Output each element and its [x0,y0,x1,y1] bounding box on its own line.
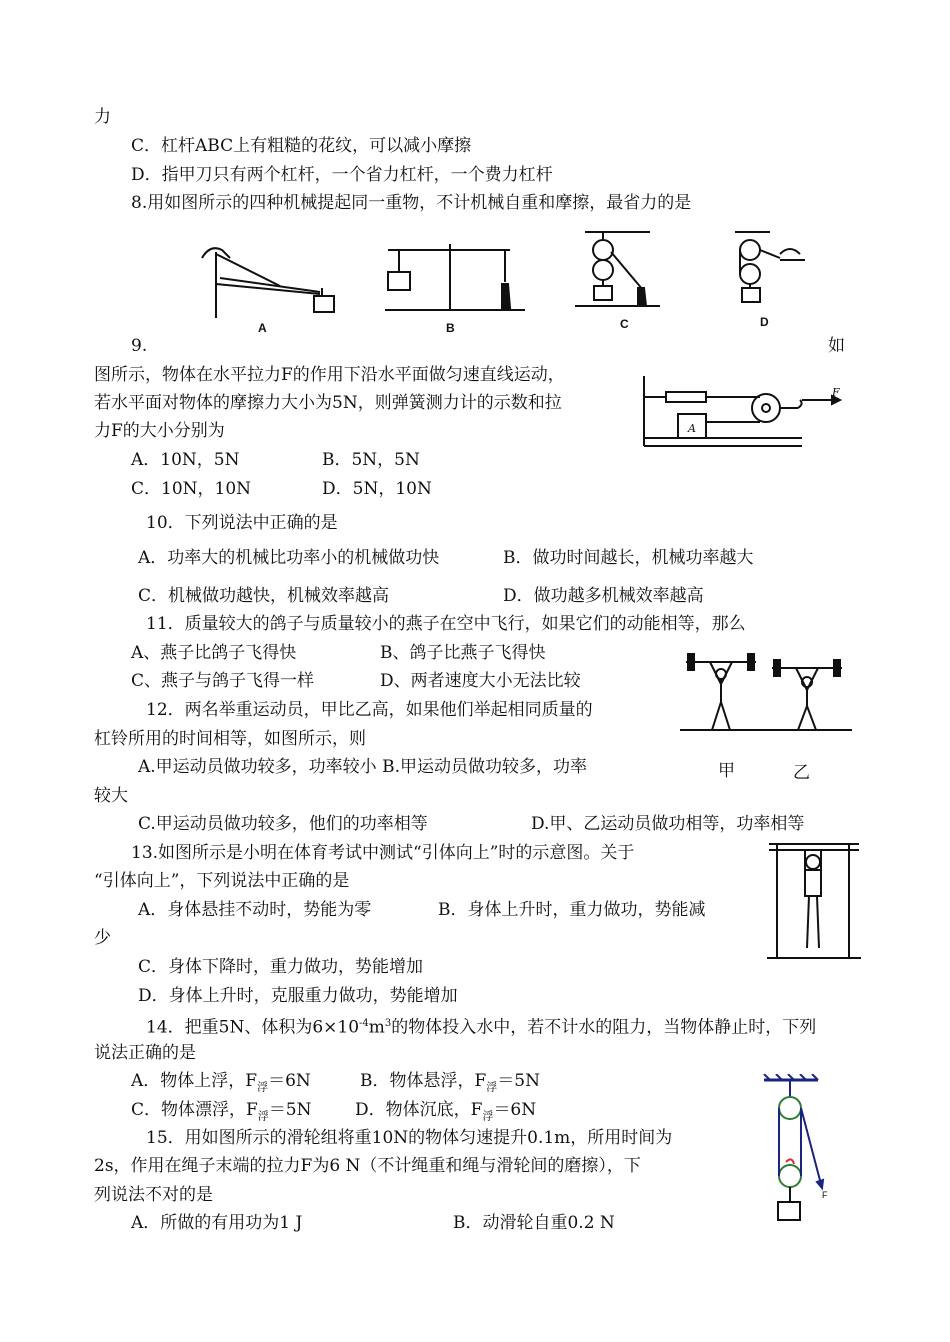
q13-pull-up-figure [765,840,865,966]
q14-unit-exponent: 3 [384,1018,392,1029]
q9-stem-line1: 图所示，物体在水平拉力F的作用下沿水平面做匀速直线运动， [94,365,565,385]
q13-option-a: A．身体悬挂不动时，势能为零 [138,900,372,920]
q10-stem: 10．下列说法中正确的是 [146,513,338,533]
q7-option-d: D．指甲刀只有两个杠杆，一个省力杠杆，一个费力杠杆 [131,165,553,185]
q12-label-jia: 甲 [718,761,735,781]
line-force: 力 [94,107,111,127]
q12-option-a-cont: 较大 [94,786,128,806]
q9-stem-line2: 若水平面对物体的摩擦力大小为5N，则弹簧测力计的示数和拉 [94,393,562,413]
q11-option-d: D、两者速度大小无法比较 [380,671,581,691]
q11-option-c: C、燕子与鸽子飞得一样 [131,671,315,691]
q11-option-a: A、燕子比鸽子飞得快 [131,643,297,663]
q13-option-b-cont: 少 [94,928,111,948]
q13-option-d: D．身体上升时，克服重力做功，势能增加 [138,986,458,1006]
q12-option-d: D.甲、乙运动员做功相等，功率相等 [531,814,805,834]
q14-option-d: D．物体沉底，$F_浮=6N$ [355,1100,537,1123]
q8-label-a: A [258,321,267,335]
q12-option-a: A.甲运动员做功较多，功率较小 B.甲运动员做功较多，功率 [138,757,587,777]
q14-option-a: A．物体上浮，$F_浮=6N$ [131,1071,311,1094]
q11-option-b: B、鸽子比燕子飞得快 [380,643,546,663]
q14-stem-post: 的物体投入水中，若不计水的阻力，当物体静止时，下列 [391,1017,817,1038]
q10-option-c: C．机械做功越快，机械效率越高 [138,586,390,606]
q9-option-d: D．5N，10N [322,479,432,499]
q9-option-b: B．5N，5N [322,450,420,470]
q10-option-b: B．做功时间越长，机械功率越大 [503,548,754,568]
q12-stem-line2: 杠铃所用的时间相等，如图所示，则 [94,729,366,749]
q9-stem-line3: 力F的大小分别为 [94,421,225,441]
q9-option-a: A．10N，5N [131,450,240,470]
q15-option-b: B．动滑轮自重0.2 N [453,1213,615,1233]
q10-option-a: A．功率大的机械比功率小的机械做功快 [138,548,440,568]
q8-stem: 8.用如图所示的四种机械提起同一重物，不计机械自重和摩擦，最省力的是 [131,193,692,213]
q9-number: 9. [131,336,148,356]
q9-block-label: A [688,422,696,435]
subscript-fu: 浮 [486,1080,498,1094]
q7-option-c: C．杠杆ABC上有粗糙的花纹，可以减小摩擦 [131,136,472,156]
q13-stem-line2: “引体向上”，下列说法中正确的是 [94,871,350,891]
q13-option-b: B．身体上升时，重力做功，势能减 [438,900,706,920]
q8-label-d: D [760,315,769,329]
q11-stem: 11．质量较大的鸽子与质量较小的燕子在空中飞行，如果它们的动能相等，那么 [146,614,746,634]
q15-force-label: F [822,1190,828,1200]
q9-option-c: C．10N，10N [131,479,252,499]
subscript-fu: 浮 [482,1109,494,1123]
q9-spring-scale-figure [632,370,862,452]
q8-label-c: C [620,317,629,331]
q8-four-machines-figure [180,222,820,338]
q14-unit: m [368,1017,385,1038]
q12-weightlifters-figure [676,650,856,734]
q15-stem-line1: 15．用如图所示的滑轮组将重10N的物体匀速提升0.1m，所用时间为 [146,1128,673,1148]
q12-option-c: C.甲运动员做功较多，他们的功率相等 [138,814,428,834]
subscript-fu: 浮 [257,1109,269,1123]
q15-pulley-system-figure [758,1074,838,1226]
q14-option-c: C．物体漂浮，$F_浮=5N$ [131,1100,312,1123]
q15-option-a: A．所做的有用功为1 J [131,1213,303,1233]
q14-stem-pre: 14．把重5N、体积为6×10 [146,1017,360,1038]
q14-stem-line1 [146,1013,816,1039]
subscript-fu: 浮 [257,1080,269,1094]
q10-option-d: D．做功越多机械效率越高 [503,586,704,606]
q14-option-b: B．物体悬浮，$F_浮=5N$ [360,1071,540,1094]
q15-stem-line2: 2s，作用在绳子末端的拉力F为6 N（不计绳重和绳与滑轮间的磨擦），下 [94,1156,641,1176]
q12-stem-line1: 12．两名举重运动员，甲比乙高，如果他们举起相同质量的 [146,700,593,720]
q12-label-yi: 乙 [793,763,810,783]
q13-stem-line1: 13.如图所示是小明在体育考试中测试“引体向上”时的示意图。关于 [131,843,635,863]
q9-ru: 如 [828,336,845,356]
q8-label-b: B [446,321,455,335]
q13-option-c: C．身体下降时，重力做功，势能增加 [138,957,424,977]
q14-stem-line2: 说法正确的是 [94,1043,196,1063]
q9-force-label: F [832,386,840,399]
q14-exponent: -4 [359,1018,369,1029]
q15-stem-line3: 列说法不对的是 [94,1185,213,1205]
